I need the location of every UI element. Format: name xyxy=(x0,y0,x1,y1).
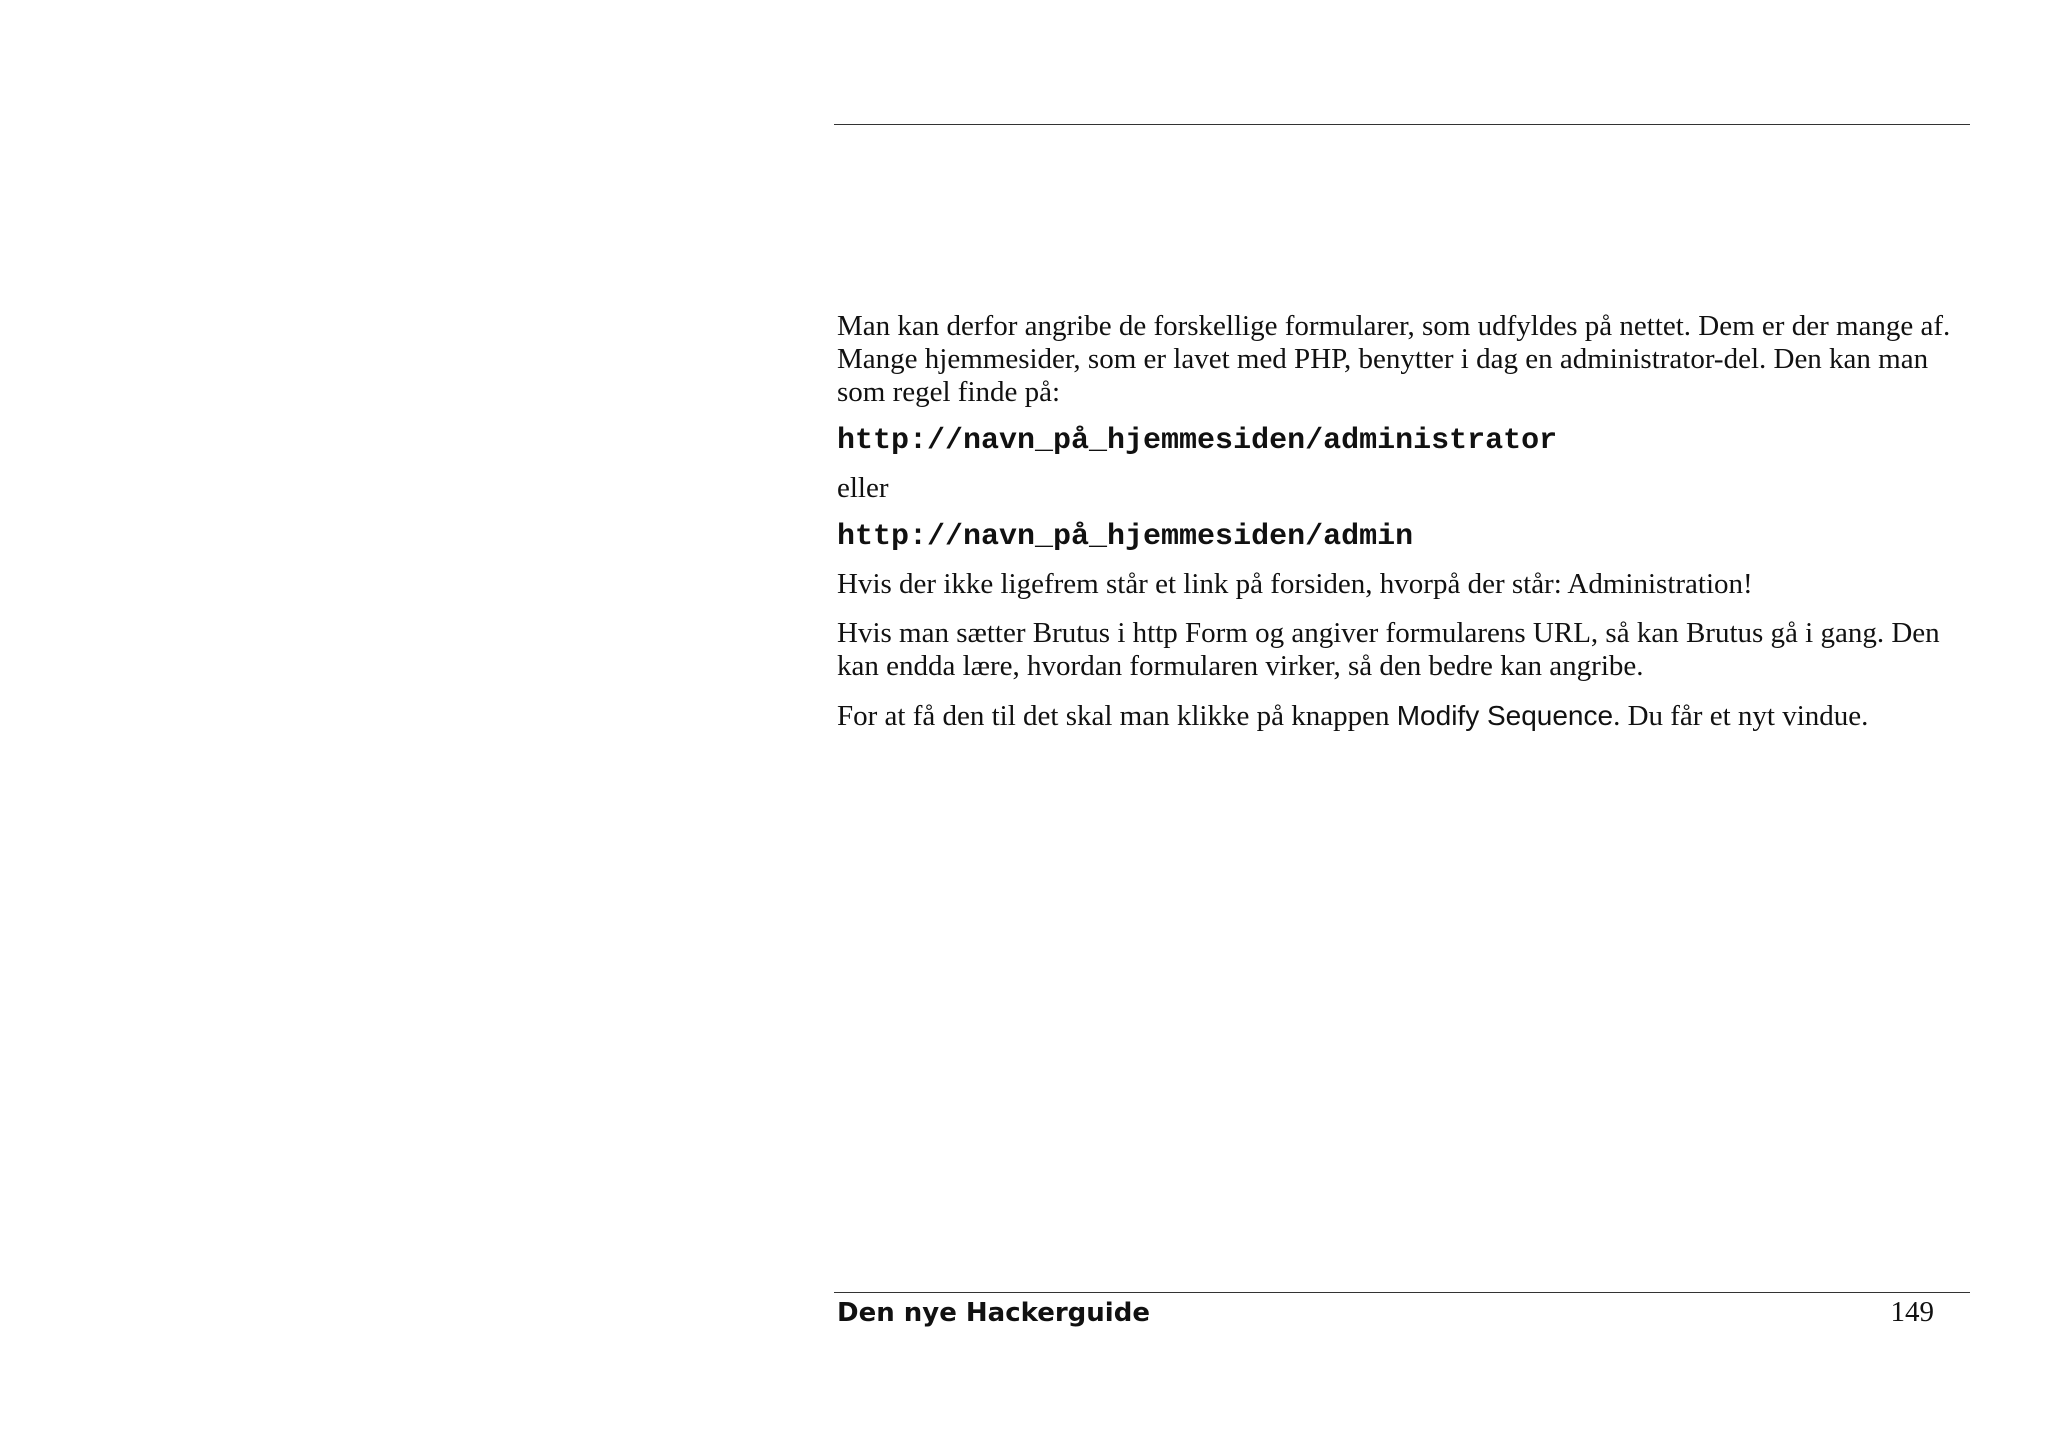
or-word: eller xyxy=(837,472,889,504)
modify-sequence-paragraph xyxy=(837,699,1965,733)
code-url-admin: http://navn_på_hjemmesiden/admin xyxy=(837,520,1414,554)
header-rule xyxy=(834,124,1970,125)
modify-sequence-term: Modify Sequence xyxy=(1396,700,1614,731)
modify-text-after: . Du får et nyt vindue. xyxy=(1613,700,1869,732)
brutus-paragraph: Hvis man sætter Brutus i http Form og angiver formularens URL, så kan Brutus gå i gang. Den kan endda lære, hvordan formularen virker, så den bedre kan angribe. xyxy=(837,617,1940,682)
intro-paragraph: Man kan derfor angribe de forskellige formularer, som udfyldes på nettet. Dem er der mange af. Mange hjemmesider, som er lavet med PHP, benytter i dag en administrator-del. Den kan man som regel finde på: xyxy=(837,310,1951,408)
admin-link-paragraph: Hvis der ikke ligefrem står et link på forsiden, hvorpå der står: Administration! xyxy=(837,568,1753,600)
footer-book-title: Den nye Hackerguide xyxy=(837,1298,1150,1328)
page-number: 149 xyxy=(1890,1296,1934,1328)
page-body xyxy=(837,310,1965,733)
code-url-administrator: http://navn_på_hjemmesiden/administrator xyxy=(837,424,1558,458)
footer-rule xyxy=(834,1292,1970,1293)
modify-text-before: For at få den til det skal man klikke på knappen xyxy=(837,700,1397,732)
